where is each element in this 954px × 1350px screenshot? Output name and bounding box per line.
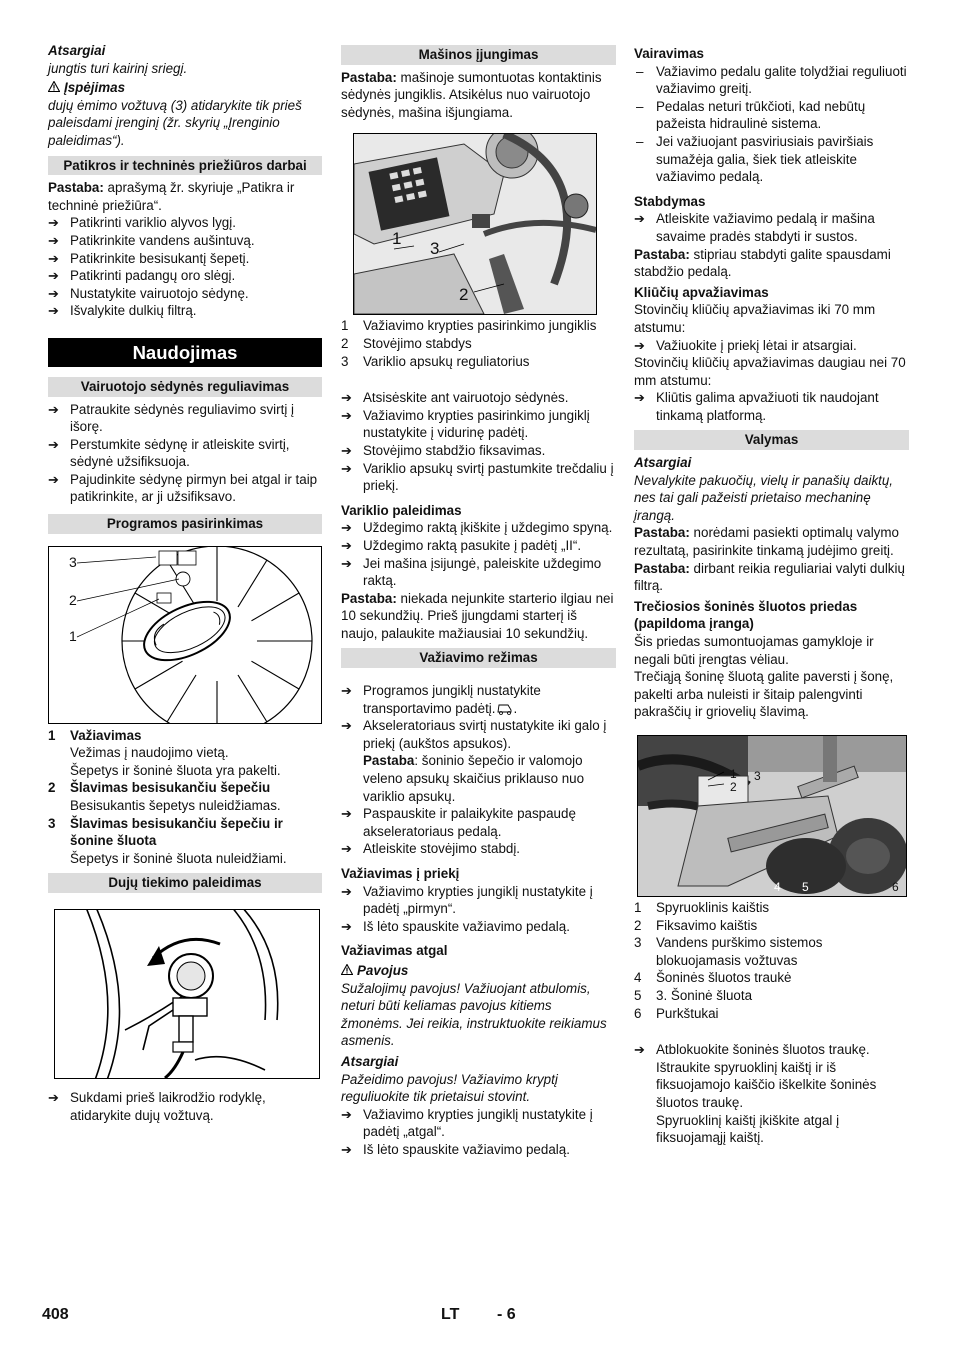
gas-valve-illustration <box>55 910 319 1078</box>
column-2 <box>341 45 616 1159</box>
list-item: ➔ Iš lėto spauskite važiavimo pedalą. <box>341 1141 616 1159</box>
photo-label-1: 1 <box>392 229 402 249</box>
final-text: Spyruoklinį kaištį įkiškite atgal į fiksuojamąjį kaištį. <box>656 1112 840 1146</box>
caution-heading: Atsargiai <box>341 1053 399 1069</box>
column-3 <box>634 45 909 1147</box>
photo-label-1: 1 <box>730 766 737 781</box>
caution-text: Pažeidimo pavojus! Važiavimo kryptį reguliuokite tik prietaisui stovint. <box>341 1071 558 1105</box>
list-item: ➔ Kliūtis galima apvažiuoti tik naudojant tinkamą platformą. <box>634 389 909 424</box>
language-code: LT <box>441 1306 460 1323</box>
photo-label-5: 5 <box>802 879 809 894</box>
list-item: 4 Šoninės šluotos traukė <box>634 970 792 986</box>
program-desc: Šepetys ir šoninė šluota nuleidžiami. <box>70 850 287 866</box>
engine-start-note: Pastaba: niekada nejunkite starterio ilgiau nei 10 sekundžių. Prieš įjungdami starterį iš naujo, palaukite mažiausiai 10 sekundžių. <box>341 590 614 641</box>
dial-label-2: 2 <box>69 591 77 608</box>
dial-label-3: 3 <box>69 553 77 570</box>
list-item: ➔ Programos jungiklį nustatykite transportavimo padėtį. . <box>341 682 616 717</box>
photo-label-3: 3 <box>754 768 761 783</box>
list-item: ➔ Patikrinti padangų oro slėgį. <box>48 267 322 285</box>
list-item: ➔ Stovėjimo stabdžio fiksavimas. <box>341 442 616 460</box>
gas-valve-figure <box>54 909 320 1079</box>
list-item: ➔ Akseleratoriaus svirtį nustatykite iki galo į priekį (aukštos apsukos). <box>341 717 616 752</box>
section-number: - 6 <box>497 1306 516 1323</box>
chapter-title: Naudojimas <box>48 338 322 367</box>
cleaning-note-2: Pastaba: dirbant reikia reguliariai valyti dulkių filtrą. <box>634 560 905 594</box>
photo-legend <box>634 899 909 1022</box>
obstacle-text-1: Stovinčių kliūčių apvažiavimas iki 70 mm atstumu: <box>634 302 876 335</box>
section-title-machine-start: Mašinos įjungimas <box>341 45 616 65</box>
list-item: – Važiavimo pedalu galite tolydžiai reguliuoti važiavimo greitį. <box>634 63 909 98</box>
warning-triangle-icon <box>341 962 353 980</box>
program-dial-illustration <box>49 547 321 723</box>
third-broom-text-2: Trečiąją šoninę šluotą galite paversti į šonę, pakelti arba nuleisti ir šitaip palengvinti pakraščių ir griovelių šlavimą. <box>634 669 894 720</box>
list-item: 1 Spyruoklinis kaištis <box>634 899 770 915</box>
list-item: 2 Šlavimas besisukančiu šepečiu <box>48 780 271 796</box>
list-item: ➔ Atleiskite stovėjimo stabdį. <box>341 840 616 858</box>
cleaning-note-1: Pastaba: norėdami pasiekti optimalų valymo rezultatą, pasirinkite tinkamą judėjimo greitį. <box>634 525 899 559</box>
list-item: ➔ Jei mašina įsijungė, paleiskite uždegimo raktą. <box>341 555 616 590</box>
side-broom-illustration <box>638 736 906 896</box>
warning-text: dujų ėmimo vožtuvą (3) atidarykite tik prieš paleisdami įrenginį (žr. skyrių „Įrenginio paleidimas“). <box>48 97 302 148</box>
list-item: 3 Variklio apsukų reguliatorius <box>341 353 530 369</box>
list-item: 5 3. Šoninė šluota <box>634 987 753 1003</box>
section-title-cleaning: Valymas <box>634 430 909 450</box>
section-title-gas: Dujų tiekimo paleidimas <box>48 873 322 893</box>
dial-label-1: 1 <box>69 627 77 644</box>
reverse-heading: Važiavimas atgal <box>341 943 448 959</box>
side-broom-photo <box>637 735 907 897</box>
list-item: – Pedalas neturi trūkčioti, kad nebūtų pažeista hidraulinė sistema. <box>634 98 909 133</box>
list-item: ➔ Važiavimo krypties jungiklį nustatykite į padėtį „atgal“. <box>341 1106 616 1141</box>
list-item: ➔ Perstumkite sėdynę ir atleiskite svirtį, sėdynė užsifiksuoja. <box>48 436 322 471</box>
list-item: ➔ Patikrinkite besisukantį šepetį. <box>48 250 322 268</box>
program-desc: Besisukantis šepetys nuleidžiamas. <box>70 798 281 814</box>
section-title-driving-mode: Važiavimo režimas <box>341 648 616 668</box>
list-item: ➔ Iš lėto spauskite važiavimo pedalą. <box>341 918 616 936</box>
list-item: ➔ Uždegimo raktą pasukite į padėtį „II“. <box>341 537 616 555</box>
engine-start-heading: Variklio paleidimas <box>341 502 462 518</box>
braking-note: Pastaba: stipriau stabdyti galite spausdami stabdžio pedalą. <box>634 246 891 280</box>
program-dial-figure <box>48 546 322 724</box>
transport-mode-icon <box>496 702 514 715</box>
photo-label-3: 3 <box>430 239 440 259</box>
list-item: 3 Šlavimas besisukančiu šepečiu ir šonine šluota <box>48 815 283 849</box>
program-desc: Vežimas į naudojimo vietą. <box>70 745 229 761</box>
driving-mode-note: Pastaba: šoninio šepečio ir valomojo veleno apsukų skaičius priklauso nuo variklio apsukų. <box>363 753 585 804</box>
steering-heading: Vairavimas <box>634 46 704 61</box>
list-item: ➔ Nustatykite vairuotojo sėdynę. <box>48 285 322 303</box>
program-list <box>48 727 322 868</box>
braking-heading: Stabdymas <box>634 193 706 209</box>
list-item: 1 Važiavimo krypties pasirinkimo jungiklis <box>341 318 597 334</box>
obstacle-text-2: Stovinčių kliūčių apvažiavimas daugiau nei 70 mm atstumu: <box>634 355 906 388</box>
control-panel-photo <box>353 133 597 315</box>
list-item: ➔ Atsisėskite ant vairuotojo sėdynės. <box>341 389 616 407</box>
danger-heading: Pavojus <box>341 962 616 980</box>
list-item: 3 Vandens purškimo sistemos blokuojamasis vožtuvas <box>634 935 823 968</box>
list-item: 2 Stovėjimo stabdys <box>341 335 472 351</box>
third-broom-heading: Trečiosios šoninės šluotos priedas (papildoma įranga) <box>634 598 858 632</box>
list-item: ➔ Važiuokite į priekį lėtai ir atsargiai. <box>634 337 909 355</box>
third-broom-text-1: Šis priedas sumontuojamas gamykloje ir negali būti įrengtas vėliau. <box>634 634 874 667</box>
warning-heading: Įspėjimas <box>48 79 322 97</box>
machine-start-note: Pastaba: mašinoje sumontuotas kontaktinis sėdynės jungiklis. Atsikėlus nuo vairuotojo sėdynės, mašina išjungiama. <box>341 69 602 120</box>
list-item: 1 Važiavimas <box>48 727 142 743</box>
inspection-list <box>48 214 322 320</box>
list-item: 2 Fiksavimo kaištis <box>634 917 758 933</box>
caution-text: jungtis turi kairinį sriegį. <box>48 60 188 76</box>
photo-label-2: 2 <box>459 285 469 305</box>
inspection-note: Pastaba: aprašymą žr. skyriuje „Patikra ir techninė priežiūra“. <box>48 180 295 213</box>
section-title-seat: Vairuotojo sėdynės reguliavimas <box>48 377 322 397</box>
list-item: ➔ Uždegimo raktą įkiškite į uždegimo spyną. <box>341 519 616 537</box>
warning-triangle-icon <box>48 79 60 97</box>
list-item: ➔ Atleiskite važiavimo pedalą ir mašina savaime pradės stabdyti ir sustos. <box>634 210 909 245</box>
caution-text: Nevalykite pakuočių, vielų ir panašių daiktų, nes tai gali pažeisti prietaiso mechaninę įrangą. <box>634 472 894 523</box>
list-item: ➔ Patikrinkite vandens aušintuvą. <box>48 232 322 250</box>
obstacle-heading: Kliūčių apvažiavimas <box>634 284 769 300</box>
list-item: ➔ Patikrinti variklio alyvos lygį. <box>48 214 322 232</box>
list-item: ➔ Išvalykite dulkių filtrą. <box>48 302 322 320</box>
photo-label-2: 2 <box>730 779 737 794</box>
list-item: 6 Purkštukai <box>634 1005 719 1021</box>
list-item: ➔ Važiavimo krypties pasirinkimo jungiklį nustatykite į vidurinę padėtį. <box>341 407 616 442</box>
column-1 <box>48 42 322 1124</box>
list-item: ➔ Sukdami prieš laikrodžio rodyklę, atidarykite dujų vožtuvą. <box>48 1089 322 1124</box>
forward-heading: Važiavimas į priekį <box>341 866 460 881</box>
list-item: ➔ Variklio apsukų svirtį pastumkite trečdaliu į priekį. <box>341 460 616 495</box>
list-item: – Jei važiuojant pasviriusiais paviršiais sumažėja galia, šiek tiek atleiskite važiavimo pedalą. <box>634 133 909 186</box>
page-number: 408 <box>42 1306 69 1323</box>
photo-legend <box>341 317 616 370</box>
photo-label-4: 4 <box>774 879 781 894</box>
photo-label-6: 6 <box>892 879 899 894</box>
list-item: ➔ Pajudinkite sėdynę pirmyn bei atgal ir taip patikrinkite, ar ji užsifiksavo. <box>48 471 322 506</box>
list-item: ➔ Patraukite sėdynės reguliavimo svirtį į išorę. <box>48 401 322 436</box>
list-item: ➔ Paspauskite ir palaikykite paspaudę akseleratoriaus pedalą. <box>341 805 616 840</box>
caution-heading: Atsargiai <box>48 43 106 58</box>
list-item: ➔ Atblokuokite šoninės šluotos traukę. Ištraukite spyruoklinį kaištį ir iš fiksuojamojo kaiščio iškelkite šoninės šluotos traukę. <box>634 1041 909 1111</box>
caution-heading: Atsargiai <box>634 455 692 471</box>
danger-text: Sužalojimų pavojus! Važiuojant atbulomis, neturi būti keliamas pavojus kitiems žmonėms. Jei reikia, instruktuokite reikiamus asmenis. <box>341 980 607 1049</box>
program-desc: Šepetys ir šoninė šluota yra pakelti. <box>70 762 281 778</box>
section-title-inspection: Patikros ir techninės priežiūros darbai <box>48 156 322 176</box>
list-item: ➔ Važiavimo krypties jungiklį nustatykite į padėtį „pirmyn“. <box>341 883 616 918</box>
section-title-program: Programos pasirinkimas <box>48 514 322 534</box>
control-panel-illustration <box>354 134 596 314</box>
